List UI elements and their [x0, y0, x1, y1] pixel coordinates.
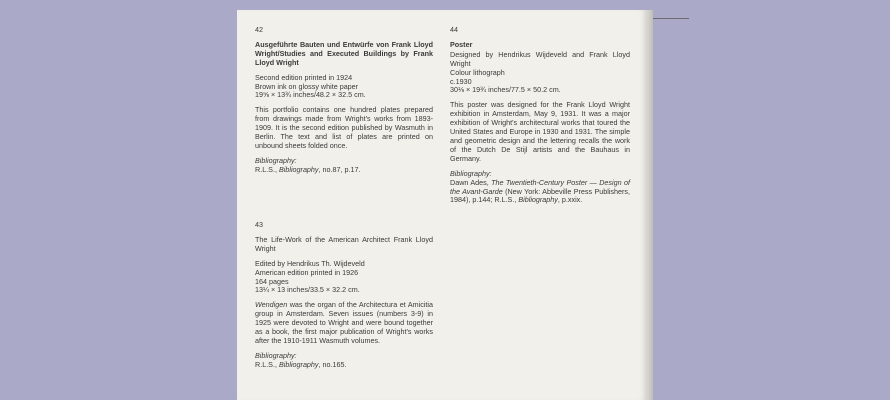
book-spine-shadow	[647, 10, 653, 400]
bibliography-text	[255, 166, 433, 175]
entry-title: Poster	[450, 39, 473, 49]
bib-suffix: , p.xxix.	[557, 195, 583, 205]
bib-prefix: R.L.S.,	[255, 359, 279, 369]
bib-book-title: The Twentieth-Century Poster — Design of the Avant-Garde	[450, 177, 630, 196]
description-text: was the organ of the Architectura et Amicitia group in Amsterdam. Seven issues (numbers 3-9) in 1925 were devoted to Wright and were bound together as a book, the first major publication of Wright's works after the 1910-1911 Wasmuth volumes.	[255, 300, 433, 345]
bib-title: Bibliography	[518, 195, 558, 205]
bib-suffix: , no.87, p.17.	[318, 164, 361, 174]
publication-name: Wendigen	[255, 300, 288, 310]
detail-line: Second edition printed in 1924	[255, 72, 353, 82]
entry-description: This poster was designed for the Frank Lloyd Wright exhibition in Amsterdam, May 9, 1931. It was a major exhibition of Wright's architectural works that toured the United States and Europe in 1930 and 1931. The simple and geometric design and the lettering recalls the work of the Dutch De Stijl artists and the Bauhaus in Germany.	[450, 100, 630, 163]
detail-line: American edition printed in 1926	[255, 267, 359, 277]
bib-suffix: , no.165.	[318, 359, 347, 369]
entry-description	[255, 301, 433, 346]
entry-details	[255, 260, 433, 296]
detail-line: c.1930	[450, 76, 472, 86]
detail-line: 164 pages	[255, 276, 289, 286]
bib-publisher: (New York: Abbeville Press Publishers, 1984), p.144; R.L.S.,	[450, 186, 630, 205]
bibliography-label: Bibliography:	[450, 168, 492, 178]
detail-line: Brown ink on glossy white paper	[255, 81, 359, 91]
detail-line: Designed by Hendrikus Wijdeveld and Frank Lloyd Wright	[450, 49, 630, 68]
bib-title: Bibliography	[278, 359, 319, 369]
entry-number: 42	[255, 25, 263, 34]
bibliography-label: Bibliography:	[255, 350, 297, 360]
bibliography-label: Bibliography:	[255, 155, 297, 165]
catalog-entry-42	[255, 26, 433, 175]
detail-line: 13¼ × 13 inches/33.5 × 32.2 cm.	[255, 285, 360, 295]
entry-title: The Life-Work of the American Architect Frank Lloyd Wright	[255, 234, 433, 253]
entry-details	[450, 51, 630, 96]
entry-description: This portfolio contains one hundred plates prepared from drawings made from Wright's works from 1893-1909. It is the second edition published by Wasmuth in Berlin. The text and list of plates are printed on unbound sheets folded once.	[255, 105, 433, 150]
entry-number: 43	[255, 220, 263, 229]
detail-line: Edited by Hendrikus Th. Wijdeveld	[255, 258, 365, 268]
bib-title: Bibliography	[278, 164, 319, 174]
detail-line: Colour lithograph	[450, 67, 505, 77]
entry-title: Ausgeführte Bauten und Entwürfe von Frank Lloyd Wright/Studies and Executed Buildings by Frank Lloyd Wright	[255, 39, 433, 67]
bib-prefix: R.L.S.,	[255, 164, 279, 174]
bib-author: Dawn Ades,	[450, 177, 492, 187]
bibliography-text	[450, 179, 630, 206]
entry-details	[255, 74, 433, 101]
bibliography-text	[255, 361, 433, 370]
catalog-entry-44	[450, 26, 630, 205]
edge-rule	[653, 18, 689, 19]
entry-number: 44	[450, 25, 458, 34]
detail-line: 19⅝ × 13¾ inches/48.2 × 32.5 cm.	[255, 90, 366, 100]
detail-line: 30⅛ × 19¾ inches/77.5 × 50.2 cm.	[450, 85, 561, 95]
catalog-entry-43	[255, 221, 433, 370]
